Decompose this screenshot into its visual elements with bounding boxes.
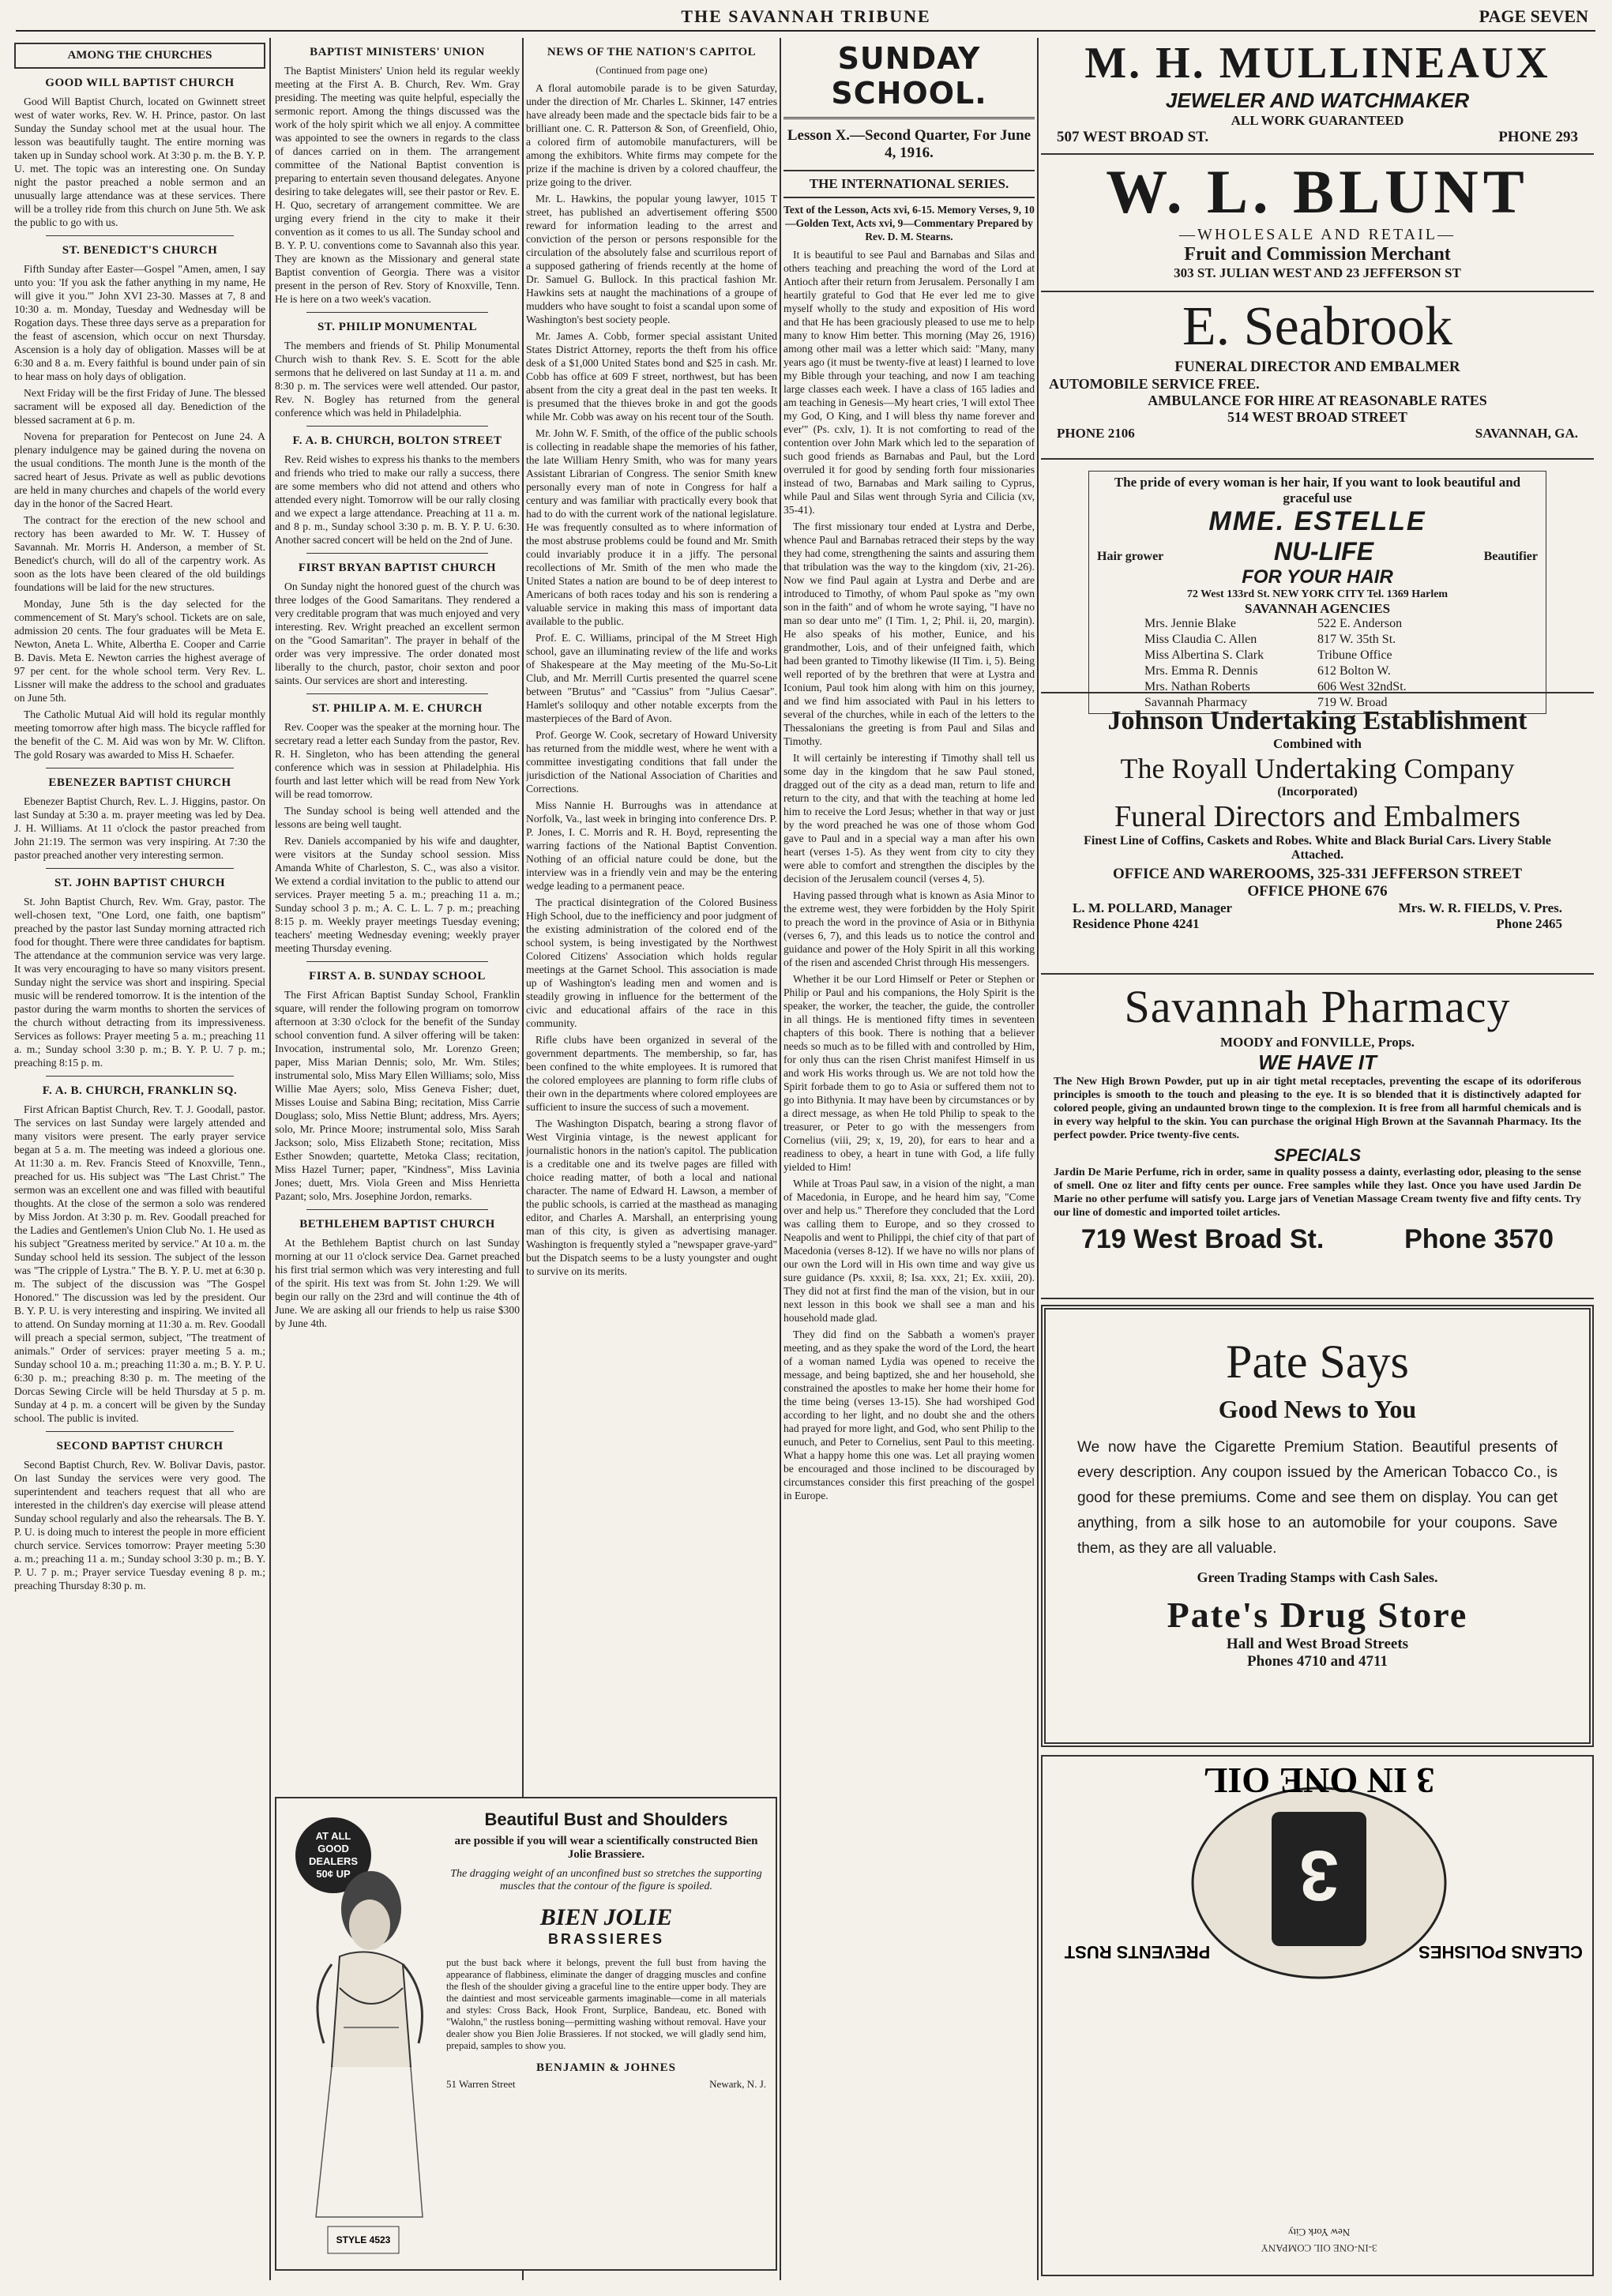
badge-line-4: 50¢ UP (316, 1868, 351, 1880)
section-box-title: AMONG THE CHURCHES (14, 43, 265, 69)
lesson-heading: Lesson X.—Second Quarter, For June 4, 1916. (787, 127, 1031, 161)
style-number: STYLE 4523 (336, 2234, 391, 2245)
agent-address: 522 E. Anderson (1317, 617, 1403, 630)
section-divider (306, 693, 488, 694)
paragraph: Rev. Reid wishes to express his thanks to the members and friends who tried to make our rally a success, there are some members who did not attend and others who attended every night. Tomorrow will be our rally closing and we expect a large attendance. Preaching at 11 a. m. and 8 p. m., Sunday school 3:30 p. m. B. Y. P. U. 6:30. Another sacred concert will be held on the 2nd of June. (275, 453, 520, 546)
corset-company: BENJAMIN & JOHNES (535, 2061, 676, 2074)
corset-ad-title: Beautiful Bust and Shoulders (484, 1809, 728, 1829)
oil-brand: 3 IN ONE OIL (1203, 1761, 1435, 1801)
paragraph: It will certainly be interesting if Timothy shall tell us some day in the kingdom that he saw Paul stoned, dragged out of the city as a dead man, return to life and return to the city, and that with the teaching at home led him to receive the Lord Jesus; whether in that way or just by the word preached he was one of those whom God gave to Paul and in a special way a man after his own heart (verses 1-5). As they went from city to city they were able to comfort and strengthen the disciples by the decision of the Jerusalem council (verses 4, 5). (783, 752, 1035, 885)
paragraph: On Sunday night the honored guest of the church was three lodges of the Good Samaritans. They rendered a very creditable program that was much enjoyed and very interesting. Rev. Wright preached an excellent sermon on the "Good Samaritan". The prayer in behalf of the order was very impressive. The order donated most liberally to the church, pastor, choir sexton and poor saints. Our services are short and interesting. (275, 581, 520, 686)
paragraph: Second Baptist Church, Rev. W. Bolivar Davis, pastor. On last Sunday the services were very good. The superintendent and teachers request that all who are interested in the children's day exercise will please attend Sunday school regularly and also the rehearsals. The B. Y. P. U. is doing much to interest the people in more efficient church service. Services tomorrow: Prayer meeting 5:30 a. m.; preaching 11 a. m.; Sunday school 3:30 p. m.; B. Y. P. U. 7 p. m.; Prayer service Tuesday evening 8 p. m.; preaching Thursday 8:30 p. m. (14, 1459, 265, 1591)
paragraph: Rev. Cooper was the speaker at the morning hour. The secretary read a letter each Sunday from the pastor, Rev. R. H. Singleton, who has been attending the general conference which was in session at Philadelphia. His fourth and last letter which will be read from New York will be read tomorrow. (275, 721, 520, 800)
corset-ad-body: put the bust back where it belongs, prevent the full bust from having the appearance of flabbiness, eliminate the danger of dragging muscles and confine the flesh of the shoulder giving a graceful line to the entire upper body. They are the daintiest and most serviceable garments imaginable—come in all materials and styles: Cross Back, Hook Front, Surplice, Bandeau, etc. Boned with "Walohn," the rustless boning—permitting washing without removal. Have your dealer show you Bien Jolie Brassieres. If not stocked, we will gladly send him, prepaid, samples to show you. (446, 1957, 766, 2051)
mullineaux-name: M. H. MULLINEAUX (1084, 39, 1550, 88)
section-divider (306, 312, 488, 313)
oil-left: CLEANS POLISHES (1418, 1942, 1583, 1962)
royall-inc: (Incorporated) (1277, 785, 1358, 799)
seabrook-advertisement (1041, 295, 1594, 460)
estelle-right: Beautifier (1483, 550, 1538, 563)
estelle-tagline: FOR YOUR HAIR (1242, 566, 1393, 588)
paragraph: The Sunday school is being well attended and the lessons are being well taught. (275, 805, 520, 830)
pate-phones: Phones 4710 and 4711 (1247, 1653, 1388, 1670)
column-churches (14, 38, 265, 2280)
masthead (0, 0, 1612, 32)
corset-ad-subtitle-2: The dragging weight of an unconfined bust so stretches the supporting muscles that the contour of the figure is spoiled. (450, 1868, 762, 1892)
mullineaux-advertisement (1041, 38, 1594, 155)
paragraph: Whether it be our Lord Himself or Peter or Stephen or Philip or Paul and his companions, the Holy Spirit is the speaker, the worker, the teacher, the guide, the controller in all things. He is mentioned fifty times in seventeen chapters of this book. There is nothing that a believer needs so much as to be filled with and controlled by Him, for only thus can the risen Christ manifest Himself in us and work His works through us. We are not told how the Spirit forbade them to go to Asia or suffered them not to go into Bithynia. It may have been by circumstances or by a direct message, as when He told Philip to speak to the treasurer, or Peter to go with the messengers from Cornelius (viii, 29; x, 19, 20), for ears to hear and a readiness to obey, a heart in tune with God, a life fully yielded to Him! (783, 973, 1035, 1173)
mullineaux-address: 507 WEST BROAD ST. (1057, 129, 1209, 145)
section-divider (46, 1076, 234, 1077)
johnson-line-1: Finest Line of Coffins, Caskets and Robes. White and Black Burial Cars. Livery Stable Attached. (1084, 834, 1551, 862)
agent-address: Tribune Office (1317, 648, 1392, 662)
agent-address: 612 Bolton W. (1317, 664, 1391, 678)
bien-jolie-advertisement (275, 1797, 777, 2271)
three-in-one-oil-advertisement (1041, 1755, 1594, 2276)
church-section-title: BAPTIST MINISTERS' UNION (310, 46, 485, 58)
section-divider (46, 868, 234, 869)
paragraph: The Washington Dispatch, bearing a strong flavor of West Virginia vintage, is the newest applicant for journalistic honors in the nation's capitol. The publication is a creditable one and its twelve pages are filled with choice reading matter, of both a local and national character. The name of Edward H. Lawson, a member of the public schools, is carried at the masthead as managing editor, and Charles A. Marshall, an enterprising young man of this city, is given as advertising manager. Washington is frequently styled a "newspaper grave-yard" but the Dispatch seems to be a lusty youngster and ought to survive on its merits. (526, 1118, 777, 1277)
pharmacy-phone: Phone 3570 (1404, 1224, 1554, 1254)
blunt-line-3: 303 ST. JULIAN WEST AND 23 JEFFERSON ST (1174, 265, 1461, 280)
agent-address: 719 W. Broad (1317, 696, 1388, 709)
seabrook-name: E. Seabrook (1182, 296, 1453, 357)
johnson-combined: Combined with (1273, 736, 1362, 751)
pate-stamps: Green Trading Stamps with Cash Sales. (1197, 1569, 1438, 1585)
seabrook-phone: PHONE 2106 (1057, 426, 1135, 441)
church-section-title: ST. JOHN BAPTIST CHURCH (54, 877, 225, 889)
estelle-left: Hair grower (1097, 550, 1164, 563)
seabrook-line-4: 514 WEST BROAD STREET (1227, 409, 1407, 425)
church-section-title: GOOD WILL BAPTIST CHURCH (45, 77, 235, 89)
section-divider (306, 1209, 488, 1210)
church-section-title: ST. PHILIP MONUMENTAL (317, 321, 478, 333)
paragraph: The members and friends of St. Philip Monumental Church wish to thank Rev. S. E. Scott for the able sermons that he delivered on last Sunday at 11 a. m. and 8:30 p. m. The services were well attended. Our pastor, Rev. N. Bogley has returned from the general conference which was held in Philadelphia. (275, 340, 520, 419)
paragraph: Novena for preparation for Pentecost on June 24. A plenary indulgence may be gained during the novena on the usual conditions. The month June is the month of the sacred heart of Jesus. Private as well as public devotions are held in many churches and chapels of the world every day in the honor of the Sacred Heart. (14, 430, 265, 509)
section-divider (306, 553, 488, 554)
agent-name: Mrs. Jennie Blake (1144, 617, 1236, 630)
johnson-manager: L. M. POLLARD, Manager (1073, 900, 1233, 915)
mullineaux-phone: PHONE 293 (1498, 129, 1578, 145)
sunday-school-title: SUNDAY SCHOOL. (783, 38, 1035, 119)
article-subtitle: (Continued from page one) (596, 64, 708, 76)
agents-list (1097, 617, 1538, 710)
paragraph: While at Troas Paul saw, in a vision of the night, a man of Macedonia, in Europe, and he heard him say, "Come over and help us." Therefore they concluded that the Lord was calling them to Europe, and so they crossed to Neapolis and went to Philippi, the chief city of that part of Macedonia (verses 8-12). If we have no wills nor plans of our own the Lord will in His own time and way give us sure guidance (Ps. xxxii, 8; Isa. xxx, 21; Ex. xxiii, 20). They did not at first find the man of the vision, but in our next lesson in this book we shall see a man and his household made glad. (783, 1178, 1035, 1324)
newspaper-title: THE SAVANNAH TRIBUNE (681, 6, 931, 26)
church-section-title: F. A. B. CHURCH, BOLTON STREET (292, 434, 502, 447)
series-heading: THE INTERNATIONAL SERIES. (783, 170, 1035, 198)
agent-address: 817 W. 35th St. (1317, 633, 1396, 646)
paragraph: Mr. John W. F. Smith, of the office of the public schools is collecting in readable shape the memories of his father, the late William Henry Smith, who was for many years Assistant Librarian of Congress. The senior Smith knew personally every man of note in Congress for half a century and was familiar with practically every book that had to do with the current work of the national legislature. He was frequently consulted as to where information of the most abstruse problems could be found and Mr. Smith could invariably produce it in a jiffy. The personal recollections of Mr. Smith of the men who made the United States a nation are bound to be of deep interest to Americans of both races today and his son is rendering a valuable service in making this mass of important data available to the public. (526, 427, 777, 627)
oil-right: PREVENTS RUST (1064, 1942, 1211, 1962)
paragraph: A floral automobile parade is to be given Saturday, under the direction of Mr. Charles L. Skinner, 147 entries have already been made and the spectacle bids fair to be a brilliant one. C. R. Patterson & Son, of Greenfield, Ohio, a colored firm of automobile manufacturers, will be among the exhibitors. White firms may compete for the prize if the machine is driven by a colored chauffeur, the prize going to the driver. (526, 82, 777, 188)
johnson-office-phone: OFFICE PHONE 676 (1247, 883, 1388, 900)
paragraph: Miss Nannie H. Burroughs was in attendance at Norfolk, Va., last week in bringing into conference Drs. P. P. Jones, I. C. Morris and R. H. Boyd, representing the warring factions of the National Baptist Convention. Nothing of an official nature could be done, but the interview was in a friendly vein and may be the entering wedge leading to a permanent peace. (526, 799, 777, 892)
johnson-name: Johnson Undertaking Establishment (1107, 706, 1527, 735)
paragraph: Prof. E. C. Williams, principal of the M Street High school, gave an illuminating review of the life and works of Shakespeare at the May meeting of the Mu-So-Lit Club, and Mr. Merrill Curtis presented the quarrel scene between "Brutus" and "Cassius" from "Julius Caesar". Hamlet's soliloquy and other notable excerpts from the masterpieces of the Bard of Avon. (526, 632, 777, 724)
corset-ad-subtitle: are possible if you will wear a scientifically constructed Bien Jolie Brassiere. (454, 1835, 758, 1861)
column-sunday-school (783, 38, 1035, 2280)
column-church-news (275, 38, 520, 1791)
savannah-pharmacy-advertisement (1041, 979, 1594, 1299)
pharmacy-body: The New High Brown Powder, put up in air tight metal receptacles, preventing the escape of its odoriferous principles is smooth to the touch and pleasing to the eye. It is so blended that it is distinctively adapted for colored people, giving an undaunted brown tinge to the complexion. It is free from all harmful chemicals and is in every way helpful to the skin. You can purchase the original High Brown at the Savannah Pharmacy. Its the perfect powder. Price twenty-five cents. (1054, 1076, 1581, 1141)
corset-street: 51 Warren Street (446, 2078, 516, 2090)
paragraph: The Baptist Ministers' Union held its regular weekly meeting at the First A. B. Church, Rev. Wm. Gray presiding. The meeting was quite helpful, especially the sermonic report. Among the things discussed was the work of the holy spirit which we all enjoy. A committee was appointed to see the owners in regards to the class of dances carried on in them. The arrangement committee of the National Baptist convention is preparing to entertain seven thousand delegates. Anyone desiring to take delegates will, see their pastor or Rev. E. H. Quo, secretary of arrangement committee. We are urging every friend in the city to make it their convention as it comes to us all. The Sunday school and B. Y. P. U. conventions come to Savannah also this year. They are known as the Missionary and general state Baptist convention of Georgia. There was a visitor present in the person of Rev. Story of Knoxville, Tenn. He is here on a two week's vacation. (275, 65, 520, 305)
seabrook-line-1: FUNERAL DIRECTOR AND EMBALMER (1174, 359, 1460, 375)
paragraph: The First African Baptist Sunday School, Franklin square, will render the following program on tomorrow afternoon at 3:30 o'clock for the benefit of the Sunday school convention fund. A silver offering will be taken: Invocation, instrumental solo, Mr. Lorenzo Green; paper, Miss Marian Dennis; solo, Mr. Wm. Stiles; instrumental solo, Miss Mary Ellen Williams; solo, Miss Willie Mae Ayers; solo, Miss Geneva Fisher; duet, Misses Louise and Sabina Bing; recitation, Miss Carrie Douglass; solo, Miss Nettie Blunt; address, Mrs. Ayers; solo, Mr. Prince Moore; instrumental solo, Miss Sarah Jackson; solo, Miss Elizabeth Stone; recitation, Miss Esther Snowden; quartette, Metoka Class; recitation, Miss Hazel Turner; paper, "Kindness", Miss Lavinia Jones; duett, Mrs. Viola Green and Miss Henrietta Pazant; solo, Mrs. Josephine Jordon, remarks. (275, 989, 520, 1202)
svg-text:3: 3 (1298, 1836, 1340, 1915)
paragraph: The first missionary tour ended at Lystra and Derbe, whence Paul and Barnabas retraced their steps by the way they had come, strengthening the saints and assuring them that tribulation was the way to the kingdom (xiv, 21-26). Now we find Paul again at Lystra and Derbe and are introduced to Timothy, of whom Paul spoke as "my own son in the faith" and of whom he wrote saying, "I have no man so dear unto me" (I Tim. 1, 2; Phil. ii, 20, margin). He also speaks of his mother, Eunice, and his grandmother, Lois, and of their unfeigned faith, which had been granted to Timothy likewise (II Tim. i, 5). Being well reported of by the brethren that were at Lystra and Iconium, Paul took him along with him on this journey, and we find him associated with Paul in his letters to several of the churches, while in each of the letters to the Thessalonians the greeting is from Paul and Silas and Timothy. (783, 520, 1035, 747)
paragraph: Mr. James A. Cobb, former special assistant United States District Attorney, reports the theft from his office desk of a $1,000 United States bond and $25 in cash. Mr. Cobb has office at 609 F street, northwest, but has been absent from the city a great deal in the past ten weeks. It is presumed that the thieves broke in and got the goods while Mr. Cobb was away on his recent tour of the South. (526, 330, 777, 423)
paragraph: Prof. George W. Cook, secretary of Howard University has returned from the middle west, where he went with a committee investigating conditions that fall under the jurisdiction of the National Association of Charities and Corrections. (526, 729, 777, 795)
johnson-phone-2: Phone 2465 (1496, 916, 1562, 931)
agencies-title: SAVANNAH AGENCIES (1244, 601, 1391, 616)
brand-subtitle: BRASSIERES (547, 1931, 665, 1947)
paragraph: Fifth Sunday after Easter—Gospel "Amen, amen, I say unto you: 'If you ask the father anything in my name, He will give it you.'" John XVI 23-30. Masses at 7, 8 and 10:30 a. m. Monday, Tuesday and Wednesday will be Rogation days. These three days serve as a preparation for the feast of ascension, which occur on next Thursday. Ascension is a holy day of obligation. Masses will be at 6:30 and 8 a. m. Every faithful is bound under pain of sin to hear mass on holy days of obligation. (14, 263, 265, 382)
agent-address: 606 West 32ndSt. (1317, 680, 1407, 693)
estelle-advertisement (1041, 464, 1594, 709)
pate-body: We now have the Cigarette Premium Station. Beautiful presents of every description. Any coupon issued by the American Tobacco Co., is good for these premiums. Come and see them on display. You can get anything, from a silk hose to an automobile for your coupons. Save them, as they are all valuable. (1077, 1439, 1558, 1557)
estelle-name: MME. ESTELLE (1208, 506, 1426, 536)
paragraph: St. John Baptist Church, Rev. Wm. Gray, pastor. The well-chosen text, "One Lord, one faith, one baptism" preached by the pastor last Sunday morning attracted rich food for thought. There were three candidates for baptism. The attendance at the communion service was very large. It was very encouraging to have so many visitors present. Sunday night the service was short and inspiring. Special music will be rendered tomorrow. It is the intention of the pastor during the warm months to shorten the services of the church without detracting from its impressiveness. Services as follows: Prayer meeting 5 a. m.; preaching 11 a. m.; Sunday school 3:30 p. m.; B. Y. P. U. 7 p. m.; preaching 8:15 p. m. (14, 896, 265, 1069)
mullineaux-tagline: JEWELER AND WATCHMAKER (1165, 88, 1470, 112)
paragraph: Having passed through what is known as Asia Minor to the extreme west, they were forbidden by the Holy Spirit to preach the word in the province of Asia or in Bithynia (verses 6, 7), and this leads us to notice the control and guidance and power of the Holy Spirit in all this working of the risen and ascended Christ through His messengers. (783, 889, 1035, 968)
agent-name: Mrs. Nathan Roberts (1144, 680, 1250, 693)
page-number: PAGE SEVEN (1479, 6, 1588, 26)
column-divider (780, 38, 781, 2280)
seabrook-line-2: AUTOMOBILE SERVICE FREE. (1049, 376, 1260, 392)
pate-address: Hall and West Broad Streets (1226, 1636, 1409, 1652)
section-divider (46, 1431, 234, 1432)
royall-name: The Royall Undertaking Company (1120, 753, 1515, 784)
corset-illustration (284, 1806, 434, 2260)
corset-city: Newark, N. J. (709, 2078, 766, 2090)
church-section-title: ST. BENEDICT'S CHURCH (62, 244, 218, 257)
estelle-product: NU-LIFE (1273, 537, 1374, 566)
column-nations-capitol (526, 38, 777, 1791)
pharmacy-name: Savannah Pharmacy (1124, 981, 1511, 1032)
pate-subtitle: Good News to You (1218, 1395, 1417, 1423)
johnson-undertaking-advertisement (1041, 698, 1594, 975)
section-divider (46, 235, 234, 236)
oil-city: New York City (1287, 2226, 1351, 2238)
paragraph: Next Friday will be the first Friday of June. The blessed sacrament will be exposed all day. Benediction of the blessed sacrament at 6 p. m. (14, 387, 265, 426)
paragraph: The contract for the erection of the new school and rectory has been awarded to Mr. W. T. Hussey of Savannah. Mr. Morris H. Anderson, a member of St. Benedict's church, will do all of the carpentry work. As soon as the lots have been cleared of the old buildings foundations will be laid for the new structures. (14, 514, 265, 593)
pharmacy-props: MOODY and FONVILLE, Props. (1219, 1035, 1415, 1050)
oil-company: 3-IN-ONE OIL COMPANY (1261, 2242, 1377, 2254)
brand-logo: BIEN JOLIE (539, 1904, 673, 1930)
church-section-title: SECOND BAPTIST CHURCH (56, 1440, 224, 1452)
section-divider (306, 961, 488, 962)
paragraph: Monday, June 5th is the day selected for the commencement of St. Mary's school. Tickets are on sale, admission 20 cents. The four graduates will be Meta E. Newton, Aneta L. White, Albertha E. Cooper and Carrie B. Davis. Meta E. Newton carries the highest average of 97 per cent. for the whole school term. Very Rev. L. Lissner will make the address to the school and graduates on June 5th. (14, 598, 265, 704)
lesson-text-line: Text of the Lesson, Acts xvi, 6-15. Memory Verses, 9, 10—Golden Text, Acts xvi, 9—Commentary Prepared by Rev. D. M. Stearns. (783, 204, 1035, 242)
church-section-title: F. A. B. CHURCH, FRANKLIN SQ. (42, 1084, 238, 1097)
paragraph: The practical disintegration of the Colored Business High School, due to the inefficiency and poor judgment of the existing administration of the colored end of the school system, is being investigated by the Northwest Colored Citizens' Association which holds regular meetings at the Garnet School. This association is made up of Washington's leading men and women and is steadily growing in influence for the betterment of the civic and educational affairs of the race in this community. (526, 896, 777, 1029)
seabrook-city: SAVANNAH, GA. (1475, 426, 1578, 441)
column-divider (269, 38, 271, 2280)
blunt-line-1: —WHOLESALE AND RETAIL— (1179, 226, 1456, 243)
pharmacy-tag: WE HAVE IT (1258, 1050, 1377, 1074)
agent-name: Miss Claudia C. Allen (1144, 633, 1257, 646)
badge-line-2: GOOD (318, 1843, 349, 1854)
paragraph: They did find on the Sabbath a women's prayer meeting, and as they spake the word of the Lord, the heart of a woman named Lydia was opened to receive the message, and being baptized, she and her household, she constrained the apostles to make her home their home for the time being (verses 13-15). She had worshiped God according to her light, and no doubt she and the others had prayed for more light, and God, who sent Philip to the eunuch, and Peter to Cornelius, sent Paul to this meeting. What a happy home this one was. Let all praying women be encouraged and those inclined to be discouraged by circumstances consider this first preaching of the gospel in Europe. (783, 1328, 1035, 1501)
blunt-advertisement (1041, 158, 1594, 292)
masthead-rule (16, 30, 1595, 32)
church-section-title: FIRST BRYAN BAPTIST CHURCH (298, 562, 497, 574)
paragraph: Mr. L. Hawkins, the popular young lawyer, 1015 T street, has published an advertisement offering $500 reward for information leading to the arrest and conviction of the person or persons responsible for the circulation of the absolutely false and scurrilous report of a supposed gathering of friends recently at the home of Dr. Samuel G. Bullock. In this practical fashion Mr. Hawkins sets at naught the machinations of a groupe of mudders who have sought to foist a scandal upon some of Washington's best society people. (526, 193, 777, 325)
paragraph: Rev. Daniels accompanied by his wife and daughter, were visitors at the Sunday school session. Miss Amanda White of Charleston, S. C., was also a visitor. We extend a cordial invitation to the public to attend our services. Prayer meeting 5 a. m.; preaching 11 a. m.; Sunday school 3 p. m.; A. C. L. L. 7 p. m.; preaching 8:15 p. m. Weekly prayer meetings Tuesday evening; teachers' meeting Wednesday evening; weekly prayer meeting Thursday evening. (275, 835, 520, 954)
paragraph: The Catholic Mutual Aid will hold its regular monthly meeting tomorrow after high mass. The bicycle raffled for the benefit of the C. M. Aid was won by Mr. W. Clifton. The gold Rosary was awarded to Miss H. Schaefer. (14, 708, 265, 761)
pate-store-name: Pate's Drug Store (1167, 1595, 1468, 1635)
pharmacy-specials-body: Jardin De Marie Perfume, rich in order, same in quality possess a dainty, everlasting odor, pleasing to the sense of smell. One oz liter and fifty cents per ounce. Free samples while they last. Once you have used Jardin De Marie no other perfume will satisfy you. Large jars of Venetian Massage Cream twenty five and fifty cents. Try our line of domestic and imported toilet articles. (1054, 1167, 1581, 1219)
pate-title: Pate Says (1226, 1336, 1409, 1388)
funeral-directors: Funeral Directors and Embalmers (1114, 800, 1520, 833)
badge-line-1: AT ALL (315, 1830, 351, 1842)
paragraph: First African Baptist Church, Rev. T. J. Goodall, pastor. The services on last Sunday were largely attended and many visitors were present. The early prayer service began at 5 a. m. The meeting was indeed a glorious one. At 11:30 a. m. Rev. Francis Steed of Knoxville, Tenn., preached for us. His subject was "The Last Christ." The sermon was an excellent one and was filled with beautiful thoughts. At the close of the sermon a solo was rendered by Miss Jordon. At 3:30 p. m. Rev. Goodall preached for the Ladies and Gentlemen's Union Club No. 1. He used as his subject "Greatness merited by service." At 10 a. m. the Sunday school held its session. The subject of the lesson was "The cripple of Lystra." The B. Y. P. U. met at 6:30 p. m. The subject of the discussion was "The Gospel Honored." The discussion was led by the president. Our B. Y. P. U. is very interesting and inspiring. We invited all to attend. On Sunday morning at 11:30 a. m. Rev. Goodall will preach a special sermon, subject, "The treatment of animals." Order of services: prayer meeting 5 a. m.; Sunday school 10 a. m.; preaching 11:30 a. m.; B. Y. P. U. 6:30 p. m.; preaching 8:30 p. m. The meeting of the Dorcas Sewing Circle will be held Thursday at 5 p. m. Sunday at 4 p. m. a concert will be given by the Sunday school. The public is invited. (14, 1103, 265, 1424)
johnson-residence-phone: Residence Phone 4241 (1073, 916, 1200, 931)
mullineaux-guarantee: ALL WORK GUARANTEED (1231, 113, 1404, 128)
pharmacy-specials: SPECIALS (1273, 1145, 1362, 1165)
paragraph: At the Bethlehem Baptist church on last Sunday morning at our 11 o'clock service Dea. Garnet preached his first trial sermon which was very interesting and full of the spirit. His text was from St. John 1:29. We will begin our rally on the 23rd and will continue the 4th of June. We are asking all our friends to help us raise $300 by June 4th. (275, 1237, 520, 1329)
church-section-title: ST. PHILIP A. M. E. CHURCH (312, 702, 483, 715)
johnson-vp: Mrs. W. R. FIELDS, V. Pres. (1398, 900, 1562, 915)
paragraph: Rifle clubs have been organized in several of the government departments. The membership, so far, has been confined to the white employees. It is rumored that the colored employees are planning to form rifle clubs of their own in the departments where colored employees are sufficient to insure the success of such a movement. (526, 1034, 777, 1113)
section-divider (306, 426, 488, 427)
paragraph: Ebenezer Baptist Church, Rev. L. J. Higgins, pastor. On last Sunday at 5:30 a. m. prayer meeting was led by Dea. J. H. Williams. At 11 o'clock the pastor preached from John 21:19. The sermon was very inspiring. At 7:30 the pastor preached another very interesting sermon. (14, 795, 265, 861)
johnson-office: OFFICE AND WAREROOMS, 325-331 JEFFERSON STREET (1113, 866, 1522, 882)
pharmacy-address: 719 West Broad St. (1080, 1224, 1325, 1254)
paragraph: It is beautiful to see Paul and Barnabas and Silas and others teaching and preaching the word of the Lord at Antioch after their return from Jerusalem. Personally I am heartily grateful to God that He ever led me to give myself wholly to the study and exposition of His word and that He has been graciously pleased to use me to help many to know Him better. This morning (May 26, 1916) among other mail was a letter which said: "Many, many years ago (it must be twenty-five at least) I learned to love my Bible through your teaching, and now I am teaching large classes each week. I have a class of 165 ladies and am teaching in Genesis—My heart cries, 'I will extol Thee my God, O King, and I will bless thy name forever and ever'" (Ps. cxlv, 1). It is not comforting to read of the contention over John Mark which led to the separation of such good friends as Barnabas and Paul, but the Lord overruled it for good by sending forth four missionaries instead of two, Barnabas and Mark sailing to Cyprus, while Paul and Silas went through Syria and Cilicia (xv, 35-41). (783, 249, 1035, 516)
church-section-title: EBENEZER BAPTIST CHURCH (48, 776, 231, 789)
column-divider (1037, 38, 1039, 2280)
church-section-title: BETHLEHEM BAPTIST CHURCH (299, 1218, 495, 1231)
church-section-title: FIRST A. B. SUNDAY SCHOOL (309, 970, 486, 983)
agent-name: Mrs. Emma R. Dennis (1144, 664, 1258, 678)
agent-name: Miss Albertina S. Clark (1144, 648, 1264, 662)
pate-says-advertisement (1041, 1305, 1594, 1747)
agent-name: Savannah Pharmacy (1144, 696, 1248, 709)
oil-can-illustration (1043, 1757, 1594, 2041)
blunt-line-2: Fruit and Commission Merchant (1184, 244, 1451, 265)
seabrook-line-3: AMBULANCE FOR HIRE AT REASONABLE RATES (1148, 393, 1487, 408)
estelle-address: 72 West 133rd St. NEW YORK CITY Tel. 1369 Harlem (1186, 588, 1449, 600)
blunt-name: W. L. BLUNT (1106, 157, 1529, 226)
article-title: NEWS OF THE NATION'S CAPITOL (547, 46, 757, 58)
badge-line-3: DEALERS (308, 1855, 359, 1867)
estelle-intro: The pride of every woman is her hair, If you want to look beautiful and graceful use (1114, 475, 1521, 505)
paragraph: Good Will Baptist Church, located on Gwinnett street west of water works, Rev. W. H. Prince, pastor. On last Sunday the Sunday school met at the usual hour. The lesson was beautifully taught. The entire morning was taken up in Sunday school work. At 3:30 p. m. the B. Y. P. U. met. The topic was an interesting one. On Sunday night the pastor preached a noble sermon and an unusually large attendance was at these services. There will be a trolley ride from this church on June 5th. We ask the public to go with us. (14, 96, 265, 228)
